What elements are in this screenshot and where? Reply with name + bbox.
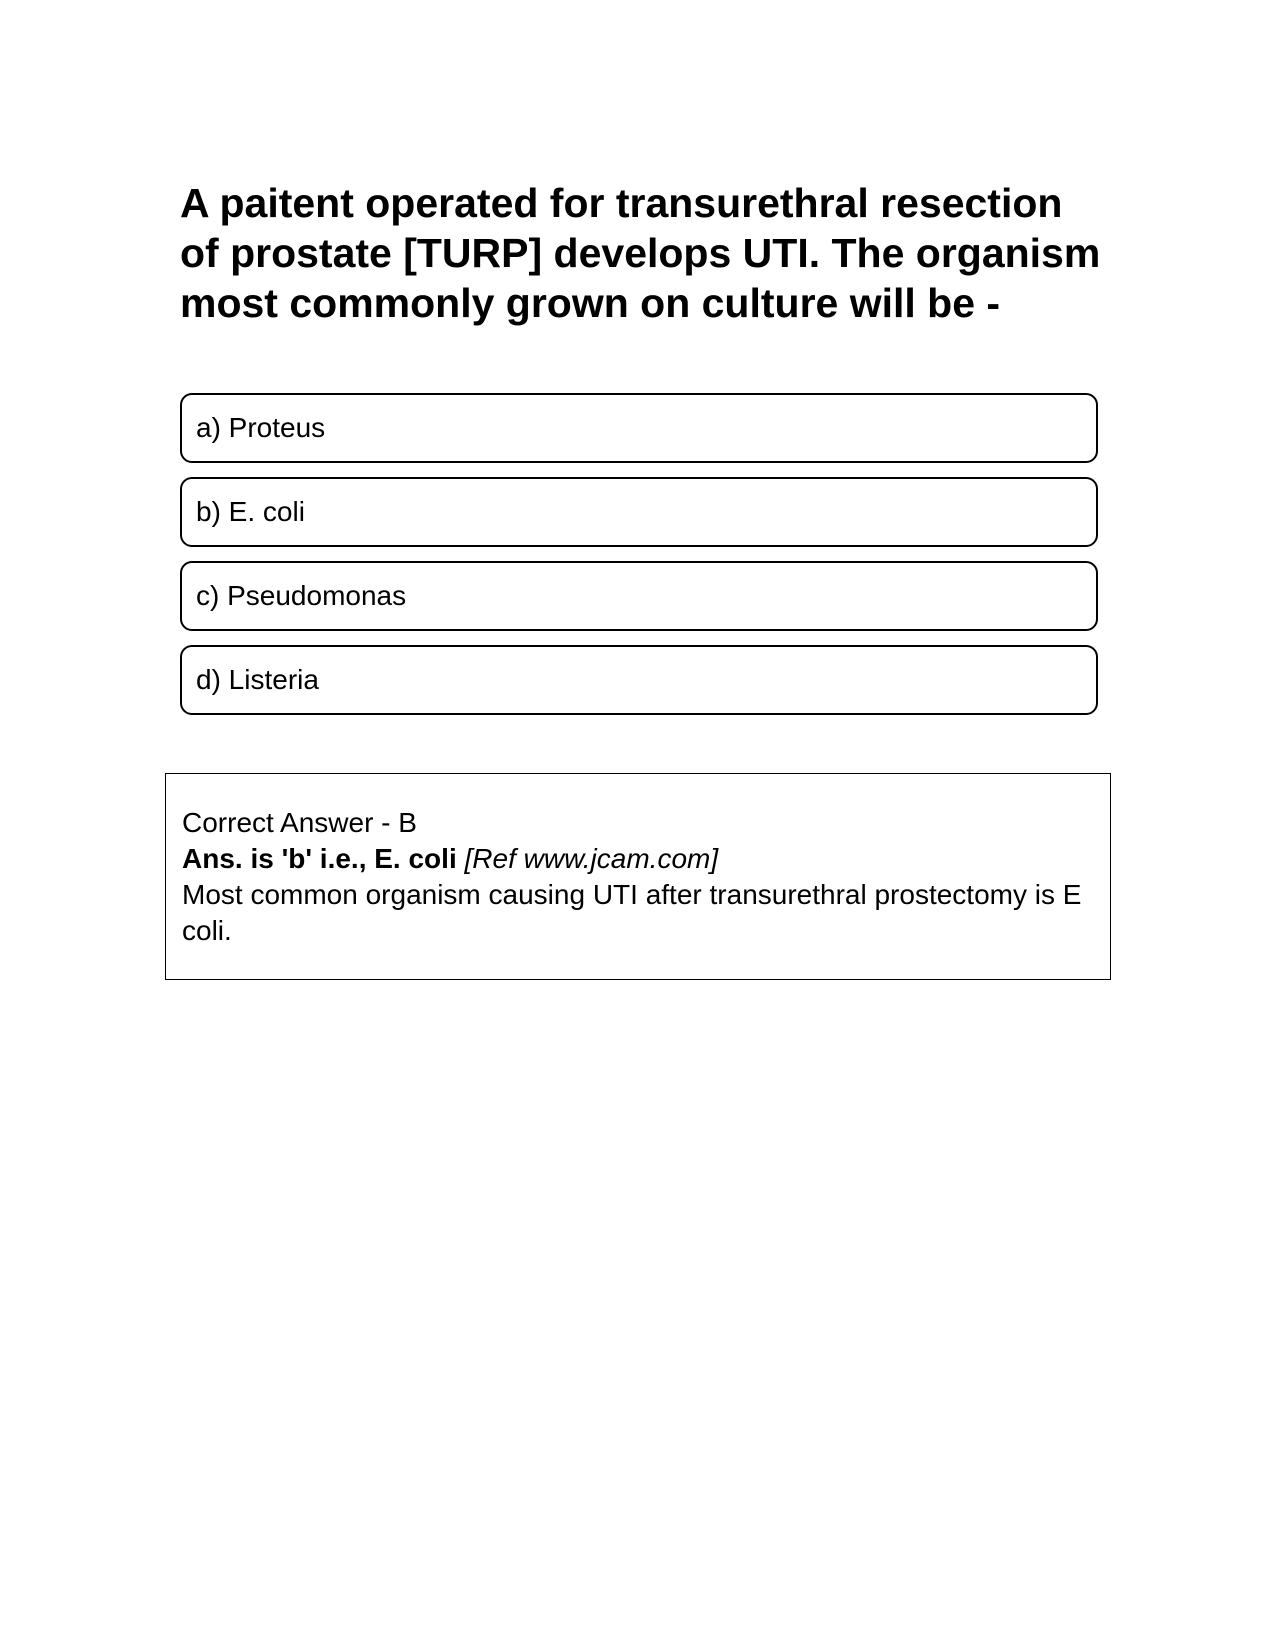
correct-answer: Correct Answer - B — [182, 807, 417, 838]
option-d[interactable] — [180, 645, 1098, 715]
answer-detail — [182, 841, 1096, 877]
answer-explanation: Most common organism causing UTI after transurethral prostectomy is E coli. — [182, 879, 1082, 946]
option-b[interactable] — [180, 477, 1098, 547]
option-a-label: a) Proteus — [196, 412, 326, 443]
option-d-label: d) Listeria — [196, 664, 319, 695]
answer-box — [165, 773, 1111, 980]
answer-bold: Ans. is 'b' i.e., E. coli — [182, 843, 457, 874]
option-b-label: b) E. coli — [196, 496, 305, 527]
options-list — [180, 393, 1098, 729]
answer-reference: [Ref www.jcam.com] — [464, 843, 719, 874]
question-text: A paitent operated for transurethral resection of prostate [TURP] develops UTI. The organism most commonly grown on culture will be - — [180, 180, 1101, 326]
option-a[interactable] — [180, 393, 1098, 463]
option-c[interactable] — [180, 561, 1098, 631]
option-c-label: c) Pseudomonas — [196, 580, 407, 611]
